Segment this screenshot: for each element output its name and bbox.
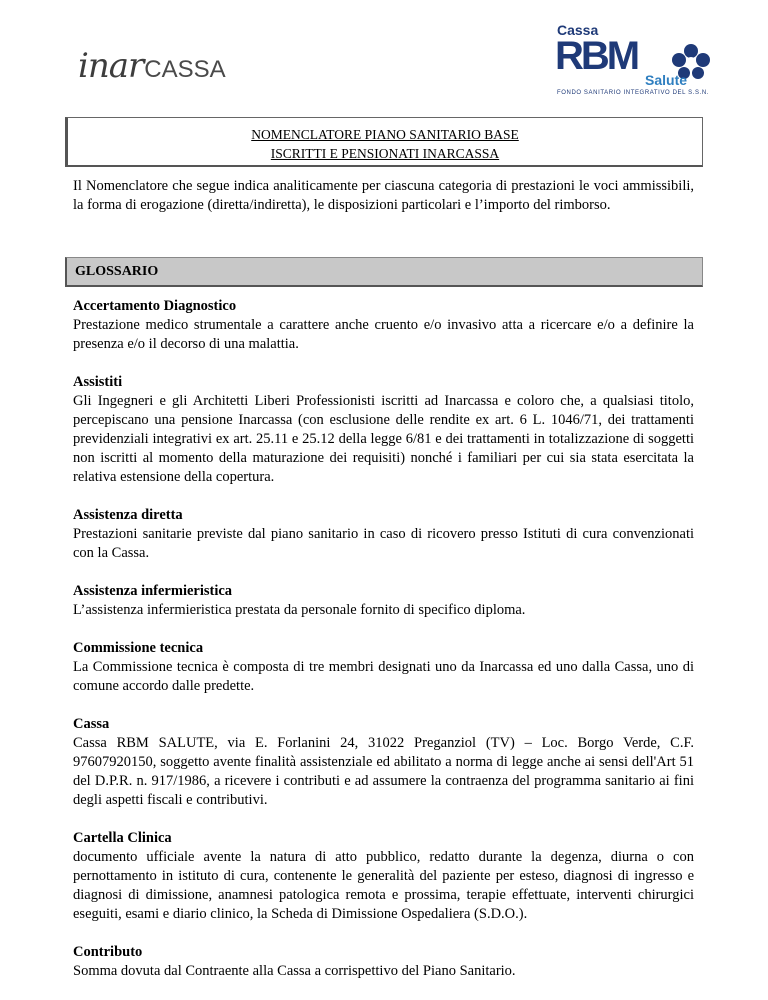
glossary-definition: Prestazioni sanitarie previste dal piano sanitario in caso di ricovero presso Istituti di cura convenzionati con la Cassa.	[73, 526, 694, 561]
glossary-heading: GLOSSARIO	[75, 264, 159, 279]
glossary-entry	[73, 373, 694, 487]
logo-inar-text: inar	[78, 46, 144, 86]
glossary-term: Commissione tecnica	[73, 640, 204, 656]
glossary-entry	[73, 297, 694, 354]
glossary-definition: Prestazione medico strumentale a carattere anche cruento e/o invasivo atta a ricercare e/o a definire la presenza e/o il decorso di una malattia.	[73, 317, 694, 352]
glossary-term: Assistenza diretta	[73, 507, 183, 523]
glossary-entry	[73, 506, 694, 563]
logo-cassa-text: CASSA	[144, 56, 226, 83]
intro-paragraph: Il Nomenclatore che segue indica analiticamente per ciascuna categoria di prestazioni le voci ammissibili, la forma di erogazione (diretta/indiretta), le disposizioni particolari e l’importo del rimborso.	[73, 178, 694, 213]
glossary-entry	[73, 715, 694, 810]
glossary-term: Assistiti	[73, 374, 123, 390]
glossary-definition: Cassa RBM SALUTE, via E. Forlanini 24, 31022 Preganziol (TV) – Loc. Borgo Verde, C.F. 97607920150, soggetto avente finalità assistenziale ed abilitato a norma di legge anche ai sensi dell'Art 51 del D.P.R. n. 917/1986, a ricevere i contributi e ad assumere la contraenza del programma sanitario ai fini degli aspetti fiscali e contributivi.	[73, 735, 694, 808]
logo-rbm-salute: Salute	[645, 72, 688, 88]
glossary-definition: Gli Ingegneri e gli Architetti Liberi Professionisti iscritti ad Inarcassa e coloro che, a qualsiasi titolo, percepiscano una pensione Inarcassa (con esclusione delle rendite ex art. 6 L. 1046/71, dei trattamenti previdenziali integrativi ex art. 25.11 e 25.12 della legge 6/81 e dei trattamenti in totalizzazione di soggetti non iscritti al momento della maturazione dei requisiti) nonché i familiari per cui sia stata esercitata la relativa estensione della copertura.	[73, 393, 694, 485]
glossary-definition: documento ufficiale avente la natura di atto pubblico, redatto durante la degenza, diurna o con pernottamento in istituto di cura, contenente le generalità del paziente per esteso, diagnosi di ingresso e diagnosi di dimissione, anamnesi patologica remota e prossima, terapie effettuate, interventi chirurgici eseguiti, esami e diario clinico, la Scheda di Dimissione Ospedaliera (S.D.O.).	[73, 849, 694, 922]
cassa-rbm-salute-logo	[555, 22, 715, 102]
glossary-term: Cartella Clinica	[73, 830, 172, 846]
logo-rbm-letters: RBM	[555, 34, 638, 78]
glossary-definition: La Commissione tecnica è composta di tre membri designati uno da Inarcassa ed uno dalla Cassa, uno di comune accordo dalle predette.	[73, 659, 694, 694]
glossary-term: Contributo	[73, 944, 143, 960]
glossary-entry	[73, 943, 694, 981]
glossary-term: Accertamento Diagnostico	[73, 298, 237, 314]
glossary-entry	[73, 639, 694, 696]
document-title-box	[65, 117, 703, 167]
logo-rbm-cassa: Cassa	[557, 22, 599, 38]
glossary-entry	[73, 582, 694, 620]
title-line-2: ISCRITTI E PENSIONATI INARCASSA	[270, 146, 500, 161]
glossary-list	[73, 297, 694, 1000]
title-line-1: NOMENCLATORE PIANO SANITARIO BASE	[251, 127, 519, 142]
glossary-definition: L’assistenza infermieristica prestata da personale fornito di specifico diploma.	[73, 602, 526, 618]
logo-rbm-tagline: FONDO SANITARIO INTEGRATIVO DEL S.S.N.	[557, 90, 710, 96]
glossary-term: Cassa	[73, 716, 110, 732]
glossary-entry	[73, 829, 694, 924]
glossary-definition: Somma dovuta dal Contraente alla Cassa a corrispettivo del Piano Sanitario.	[73, 963, 516, 979]
inarcassa-logo	[78, 46, 226, 86]
glossary-heading-box	[65, 257, 703, 287]
glossary-term: Assistenza infermieristica	[73, 583, 233, 599]
